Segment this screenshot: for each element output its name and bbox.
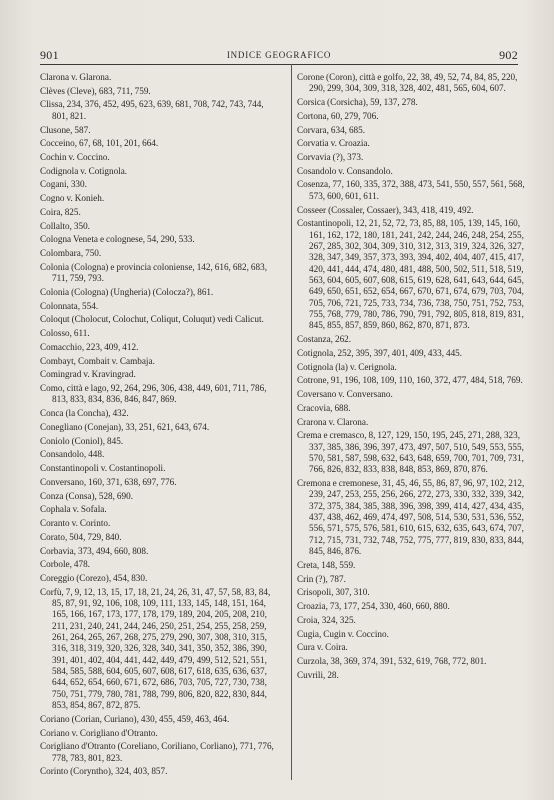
index-entry: Crema e cremasco, 8, 127, 129, 150, 195, 245, 271, 288, 323, 337, 385, 386, 396, 397, 473, 497, 507, 510, 549, 553, 555, 570, 581, 587, 598, 632, 643, 648, 659, 700, 701, 709, 731, 766, 826, 832, 833, 838, 848, 853, 869, 870, 876. [297, 430, 524, 475]
index-entry: Creta, 148, 559. [297, 559, 356, 570]
index-entry: Croazia, 73, 177, 254, 330, 460, 660, 880. [297, 601, 450, 612]
index-entry: Coranto v. Corinto. [40, 518, 111, 529]
index-entry: Cortona, 60, 279, 706. [297, 110, 379, 121]
index-entry: Clèves (Cleve), 683, 711, 759. [40, 85, 151, 96]
running-title: INDICE GEOGRAFICO [226, 50, 332, 60]
header-rule [40, 64, 518, 65]
index-entry: Colonia (Colognа) e provincia coloniense, 142, 616, 682, 683, 711, 759, 793. [40, 261, 267, 284]
index-entry: Cotignola, 252, 395, 397, 401, 409, 433, 445. [297, 347, 463, 358]
page-header [40, 48, 518, 62]
index-entry: Cosseer (Cossaler, Cossaer), 343, 418, 419, 492. [297, 204, 474, 215]
index-entry: Costantinopoli, 12, 21, 52, 72, 73, 85, 88, 105, 139, 145, 160, 161, 162, 172, 180, 181, 241, 242, 244, 246, 248, 254, 255, 267, 285, 302, 304, 309, 310, 312, 313, 319, 324, 326, 327, 328, 347, 349, 357, 373, 393, 394, 402, 404, 407, 415, 417, 420, 441, 444, 474, 480, 481, 488, 500, 502, 511, 518, 519, 563, 604, 605, 607, 608, 615, 619, 628, 641, 643, 644, 645, 649, 650, 651, 652, 654, 667, 670, 671, 674, 679, 703, 704, 705, 706, 721, 725, 733, 734, 736, 738, 750, 751, 752, 753, 755, 768, 779, 780, 786, 790, 791, 792, 805, 818, 819, 831, 845, 855, 857, 859, 860, 862, 870, 871, 873. [297, 218, 524, 331]
index-entry: Conegliano (Conejan), 33, 251, 621, 643, 674. [40, 421, 210, 432]
index-entry: Conversano, 160, 371, 638, 697, 776. [40, 476, 177, 487]
index-entry: Consandolo, 448. [40, 449, 105, 460]
index-entry: Colonia (Cologna) (Ungheria) (Colocza?), 861. [40, 286, 214, 297]
index-entry: Coriano v. Corigliano d'Otranto. [40, 727, 158, 738]
index-entry: Corbole, 478. [40, 559, 90, 570]
index-column-right [297, 72, 525, 683]
index-entry: Codignola v. Cotignola. [40, 165, 128, 176]
index-entry: Cochin v. Coccino. [40, 152, 110, 163]
index-entry: Cosandolo v. Consandolo. [297, 165, 393, 176]
index-entry: Cologna Veneta e colognese, 54, 290, 533. [40, 234, 195, 245]
index-entry: Colonnata, 554. [40, 300, 99, 311]
index-entry: Croia, 324, 325. [297, 614, 356, 625]
index-entry: Clissa, 234, 376, 452, 495, 623, 639, 681, 708, 742, 743, 744, 801, 821. [40, 99, 264, 121]
index-entry: Collalto, 350. [40, 220, 90, 231]
index-entry: Crisopoli, 307, 310. [297, 587, 370, 598]
page-number-left: 901 [40, 48, 59, 62]
index-entry: Corvara, 634, 685. [297, 124, 366, 135]
index-entry: Clusone, 587. [40, 124, 91, 135]
index-entry: Cremona e cremonese, 31, 45, 46, 55, 86, 87, 96, 97, 102, 212, 239, 247, 253, 255, 256, 266, 272, 273, 330, 332, 339, 342, 372, 375, 384, 385, 388, 396, 398, 399, 414, 427, 434, 435, 437, 438, 462, 469, 474, 497, 508, 514, 530, 531, 536, 552, 556, 571, 575, 576, 581, 610, 615, 632, 635, 643, 674, 707, 712, 715, 731, 732, 748, 752, 775, 777, 819, 830, 833, 844, 845, 846, 876. [297, 478, 525, 557]
index-entry: Coloqut (Cholocut, Colochut, Coliqut, Coluqut) vedi Calicut. [40, 314, 264, 325]
index-entry: Corfù, 7, 9, 12, 13, 15, 17, 18, 21, 24, 26, 31, 47, 57, 58, 83, 84, 85, 87, 91, 92, 106, 108, 109, 111, 133, 145, 148, 151, 164, 165, 166, 167, 173, 177, 178, 179, 189, 204, 205, 208, 210, 211, 231, 240, 241, 244, 246, 250, 251, 254, 255, 258, 259, 261, 264, 265, 267, 268, 275, 279, 290, 307, 308, 310, 315, 316, 318, 319, 320, 326, 328, 340, 341, 350, 352, 386, 390, 391, 401, 402, 404, 441, 442, 449, 479, 499, 512, 521, 551, 584, 585, 588, 604, 605, 607, 608, 617, 618, 635, 636, 637, 644, 652, 654, 660, 671, 672, 686, 703, 705, 727, 730, 738, 750, 751, 779, 780, 781, 788, 799, 806, 820, 822, 830, 844, 853, 854, 867, 872, 875. [40, 586, 271, 711]
index-entry: Costanza, 262. [297, 334, 352, 345]
index-entry: Coira, 825. [40, 206, 81, 217]
index-entry: Corone (Coron), città e golfo, 22, 38, 49, 52, 74, 84, 85, 220, 290, 299, 304, 309, 318, 328, 402, 481, 565, 604, 607. [297, 72, 518, 94]
index-entry: Corvavia (?), 373. [297, 152, 364, 163]
index-entry: Combayt, Combait v. Cambaja. [40, 355, 155, 366]
index-entry: Cogani, 330. [40, 179, 87, 190]
index-entry: Cogno v. Konieh. [40, 193, 105, 204]
index-column-left [40, 72, 277, 780]
index-entry: Cosenza, 77, 160, 335, 372, 388, 473, 541, 550, 557, 561, 568, 573, 600, 601, 611. [297, 179, 525, 201]
index-entry: Conca (la Concha), 432. [40, 408, 129, 419]
index-entry: Corinto (Corynthο), 324, 403, 857. [40, 766, 168, 777]
index-entry: Coriano (Corian, Curiano), 430, 455, 459, 463, 464. [40, 713, 230, 724]
index-entry: Coreggio (Corezo), 454, 830. [40, 573, 148, 583]
index-entry: Constantinopoli v. Costantinopoli. [40, 463, 166, 474]
column-divider [291, 64, 292, 780]
index-entry: Cuvrili, 28. [297, 669, 339, 680]
index-entry: Colosso, 611. [40, 328, 90, 339]
index-entry: Corato, 504, 729, 840. [40, 531, 122, 542]
index-entry: Colombara, 750. [40, 248, 102, 259]
index-entry: Cugia, Cugin v. Coccino. [297, 628, 389, 639]
index-entry: Crin (?), 787. [297, 573, 346, 584]
index-entry: Cocceino, 67, 68, 101, 201, 664. [40, 138, 159, 149]
index-entry: Cophala v. Sofala. [40, 504, 107, 515]
index-entry: Comingrad v. Kravingrad. [40, 369, 136, 380]
index-entry: Cracovia, 688. [297, 402, 351, 413]
index-entry: Cotignola (la) v. Cerignola. [297, 361, 397, 372]
index-entry: Clarona v. Glarona. [40, 72, 112, 82]
index-entry: Corvatia v. Croazia. [297, 138, 370, 149]
index-entry: Curzola, 38, 369, 374, 391, 532, 619, 768, 772, 801. [297, 655, 487, 666]
index-entry: Cura v. Coira. [297, 642, 348, 653]
index-entry: Corsica (Corsicha), 59, 137, 278. [297, 97, 418, 108]
index-entry: Crarona v. Clarona. [297, 416, 369, 427]
index-entry: Coversano v. Conversano. [297, 389, 393, 400]
index-entry: Como, città e lago, 92, 264, 296, 306, 438, 449, 601, 711, 786, 813, 833, 834, 836, 846, 847, 869. [40, 383, 267, 405]
index-entry: Cotrone, 91, 196, 108, 109, 110, 160, 372, 477, 484, 518, 769. [297, 375, 523, 386]
page-number-right: 902 [499, 48, 518, 62]
index-entry: Conza (Consa), 528, 690. [40, 490, 134, 501]
index-entry: Corbavia, 373, 494, 660, 808. [40, 545, 149, 556]
index-entry: Coniolo (Coniol), 845. [40, 435, 124, 446]
index-entry: Corigliano d'Otranto (Coreliano, Coriliano, Corliano), 771, 776, 778, 783, 801, 823. [40, 741, 274, 763]
index-entry: Comacchio, 223, 409, 412. [40, 341, 139, 352]
